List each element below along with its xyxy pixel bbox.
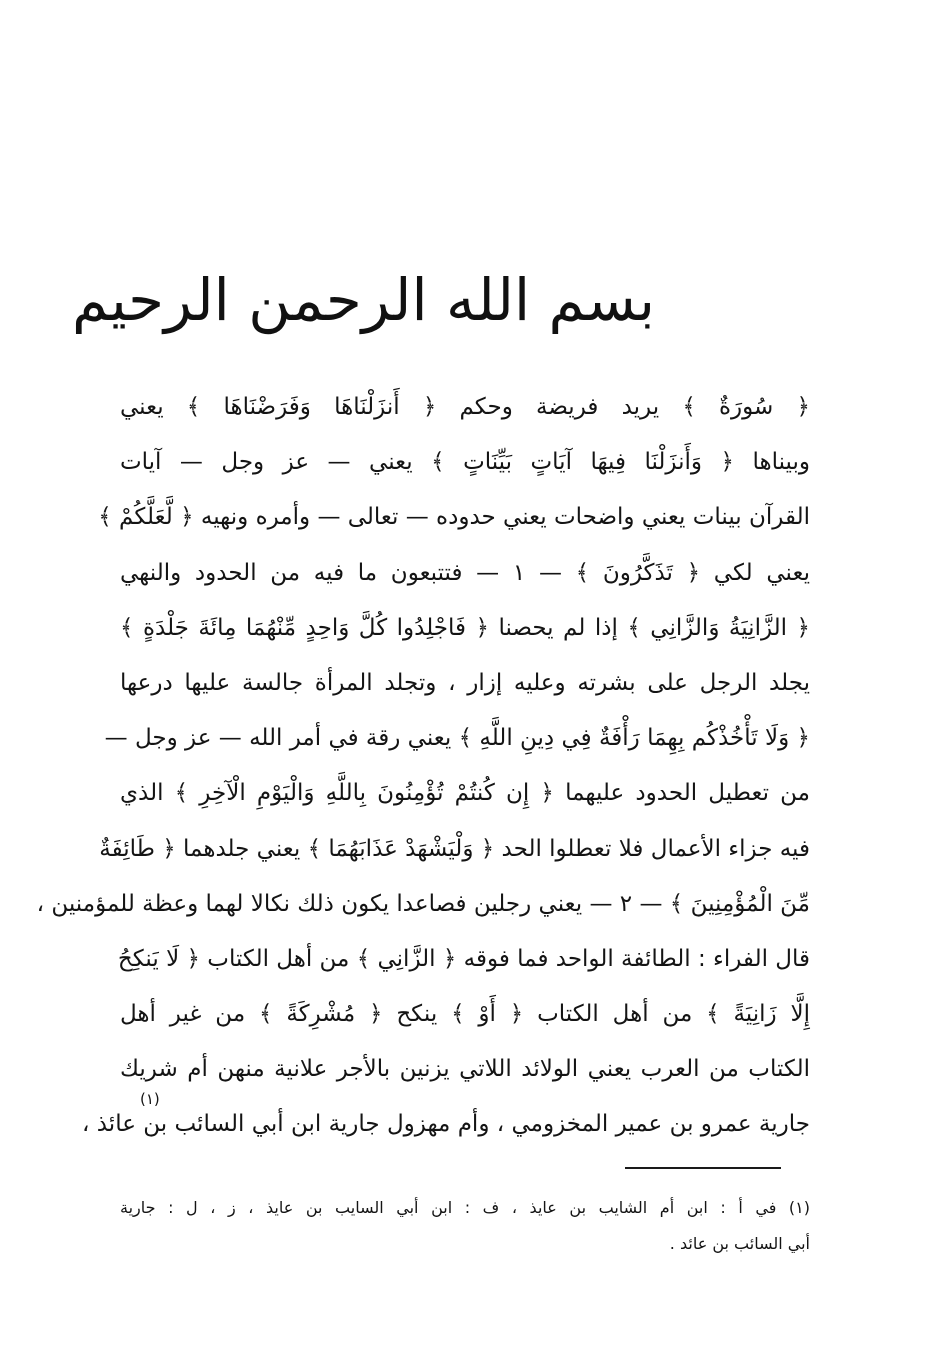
text-line-9: فيه جزاء الأعمال فلا تعطلوا الحد ﴿ وَلْيَشْهَدْ عَذَابَهُمَا ﴾ يعني جلدهما ﴿ طَائِفَةٌ: [99, 835, 810, 862]
text-line-13: الكتاب من العرب يعني الولائد اللاتي يزنين بالأجر علانية منهن أم شريك: [120, 1056, 810, 1083]
footnote-line-1: (١) في أ : ابن أم الشايب بن عايذ ، ف : ابن أبي السايب بن عايذ ، ز ، ل : جارية: [120, 1198, 810, 1217]
text-line-1: ﴿ سُورَةٌ ﴾ يريد فريضة وحكم ﴿ أَنزَلْنَاهَا وَفَرَضْنَاهَا ﴾ يعني: [120, 394, 810, 420]
text-line-8: من تعطيل الحدود عليهما ﴿ إِن كُنتُمْ تُؤْمِنُونَ بِاللَّهِ وَالْيَوْمِ الْآخِرِ ﴾ الذي: [120, 780, 810, 807]
text-line-3: القرآن بينات يعني واضحات يعني حدوده — تعالى — وأمره ونهيه ﴿ لَّعَلَّكُمْ ﴾: [98, 504, 810, 531]
footnote-line-2: أبي السائب بن عائد .: [669, 1234, 810, 1253]
text-line-10: مِّنَ الْمُؤْمِنِينَ ﴾ — ٢ — يعني رجلين فصاعدا يكون ذلك نكالا لهما وعظة للمؤمنين ،: [36, 890, 810, 917]
footnote-divider: [625, 1167, 781, 1169]
main-text-block: [36, 380, 810, 1153]
footnotes-block: [120, 1190, 810, 1262]
footnote-reference-marker: (١): [140, 1090, 160, 1108]
text-line-12: إِلَّا زَانِيَةً ﴾ من أهل الكتاب ﴿ أَوْ ﴾ ينكح ﴿ مُشْرِكَةً ﴾ من غير أهل: [120, 1001, 810, 1028]
basmala-heading: بسم الله الرحمن الرحيم: [72, 266, 655, 334]
text-line-2: وبيناها ﴿ وَأَنزَلْنَا فِيهَا آيَاتٍ بَيِّنَاتٍ ﴾ يعني — عز وجل — آيات: [120, 449, 810, 476]
text-line-4: يعني لكي ﴿ تَذَكَّرُونَ ﴾ — ١ — فتتبعون ما فيه من الحدود والنهي: [120, 559, 810, 586]
text-line-11: قال الفراء : الطائفة الواحد فما فوقه ﴿ الزَّانِي ﴾ من أهل الكتاب ﴿ لَا يَنكِحُ: [117, 945, 810, 972]
text-line-7: ﴿ وَلَا تَأْخُذْكُم بِهِمَا رَأْفَةٌ فِي دِينِ اللَّهِ ﴾ يعني رقة في أمر الله — عز وجل —: [104, 725, 810, 752]
text-line-5: ﴿ الزَّانِيَةُ وَالزَّانِي ﴾ إذا لم يحصنا ﴿ فَاجْلِدُوا كُلَّ وَاحِدٍ مِّنْهُمَا مِائَةَ جَلْدَةٍ ﴾: [120, 614, 810, 641]
text-line-6: يجلد الرجل على بشرته وعليه إزار ، وتجلد المرأة جالسة عليها درعها: [120, 669, 810, 696]
text-line-14: جارية عمرو بن عمير المخزومي ، وأم مهزول جارية ابن أبي السائب بن عائذ ،: [82, 1111, 810, 1138]
